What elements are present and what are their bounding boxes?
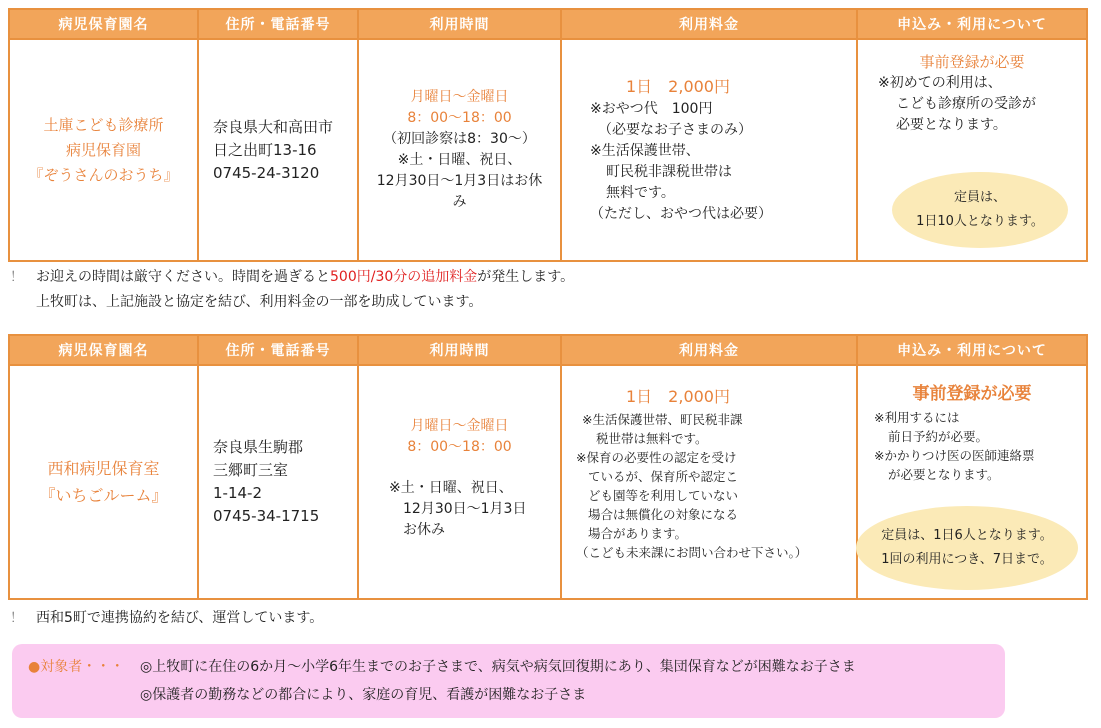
address-line: 奈良県大和高田市 xyxy=(213,117,334,136)
fee-main: 1日 2,000円 xyxy=(626,76,730,96)
facility-name-line: 西和病児保育室 xyxy=(47,459,160,478)
fee-main: 1日 2,000円 xyxy=(626,387,730,406)
note-text: お迎えの時間は厳守ください。時間を過ぎると xyxy=(36,269,330,285)
header-address: 住所・電話番号 xyxy=(198,9,358,39)
target-label: ●対象者・・・ xyxy=(28,659,125,675)
hours: 8：00～18：00 xyxy=(407,439,512,455)
table-row xyxy=(9,39,1087,261)
phone-number: 0745-24-3120 xyxy=(213,163,320,182)
note-partnership xyxy=(10,607,323,627)
capacity-line: 1回の利用につき、7日まで。 xyxy=(881,552,1053,567)
capacity-line: 定員は、1日6人となります。 xyxy=(881,528,1053,543)
facility-name-line: 病児保育園 xyxy=(65,140,141,159)
capacity-ellipse xyxy=(892,172,1068,248)
header-fee: 利用料金 xyxy=(561,9,857,39)
note-text: 西和5町で連携協約を結び、運営しています。 xyxy=(36,610,324,626)
apply-note: ※利用するには xyxy=(874,410,960,425)
apply-note: こども診療所の受診が xyxy=(896,96,1036,112)
exclamation-icon: ！ xyxy=(10,611,24,626)
apply-note: ※初めての利用は、 xyxy=(878,75,1002,91)
note-extra-fee xyxy=(10,266,574,286)
capacity-ellipse xyxy=(856,506,1078,590)
fee-note: 税世帯は無料です。 xyxy=(596,431,708,446)
table-header-row xyxy=(9,335,1087,365)
fee-note: 無料です。 xyxy=(606,184,675,201)
apply-note: が必要となります。 xyxy=(888,467,1000,482)
registration-required: 事前登録が必要 xyxy=(919,53,1025,71)
hours-note: （初回診察は8：30～） xyxy=(383,131,536,147)
fee-cell xyxy=(561,39,857,261)
fee-note: 町民税非課税世帯は xyxy=(606,163,732,180)
hours-note: み xyxy=(452,194,467,210)
facility-name xyxy=(9,39,198,261)
header-fee: 利用料金 xyxy=(561,335,857,365)
address-line: 三郷町三室 xyxy=(213,461,289,479)
header-apply: 申込み・利用について xyxy=(857,335,1087,365)
apply-note: 前日予約が必要。 xyxy=(888,429,989,444)
apply-cell xyxy=(857,365,1087,599)
fee-note: ※生活保護世帯、 xyxy=(590,142,700,159)
header-time: 利用時間 xyxy=(358,335,561,365)
facility-name-line: 土庫こども診療所 xyxy=(43,115,164,134)
fee-note: ※生活保護世帯、町民税非課 xyxy=(582,412,743,427)
target-condition-1: ◎上牧町に在住の6か月～小学6年生までのお子さまで、病気や病気回復期にあり、集団保育などが困難なお子さま xyxy=(140,659,856,675)
fee-note: ※おやつ代 100円 xyxy=(590,100,713,117)
hours: 8：00～18：00 xyxy=(407,110,512,126)
note-subsidy: 上牧町は、上記施設と協定を結び、利用料金の一部を助成しています。 xyxy=(36,294,483,310)
fee-note: ども園等を利用していない xyxy=(588,488,739,503)
extra-fee-highlight: 500円/30分の追加料金 xyxy=(330,269,478,285)
opening-hours xyxy=(358,365,561,599)
facility-name-line: 『ぞうさんのおうち』 xyxy=(28,165,179,184)
hours-note: 12月30日～1月3日 xyxy=(403,501,527,517)
facility-address xyxy=(198,365,358,599)
weekdays: 月曜日～金曜日 xyxy=(410,418,509,434)
hours-note: 12月30日～1月3日はお休 xyxy=(376,173,543,189)
fee-note: 場合は無償化の対象になる xyxy=(588,507,739,522)
capacity-line: 1日10人となります。 xyxy=(916,214,1044,229)
note-text: が発生します。 xyxy=(477,269,575,285)
opening-hours xyxy=(358,39,561,261)
registration-required: 事前登録が必要 xyxy=(912,384,1032,404)
header-name: 病児保育園名 xyxy=(9,9,198,39)
target-box xyxy=(12,644,1005,718)
phone-number: 0745-34-1715 xyxy=(213,507,320,525)
fee-note: ているが、保育所や認定こ xyxy=(588,469,739,484)
capacity-line: 定員は、 xyxy=(953,190,1006,205)
address-line: 1-14-2 xyxy=(213,484,262,502)
facility-address xyxy=(198,39,358,261)
fee-note: ※保育の必要性の認定を受け xyxy=(576,450,737,465)
fee-note: （ただし、おやつ代は必要） xyxy=(590,205,772,222)
table-header-row xyxy=(9,9,1087,39)
header-time: 利用時間 xyxy=(358,9,561,39)
fee-note: 場合があります。 xyxy=(588,526,688,541)
exclamation-icon: ！ xyxy=(10,270,24,285)
fee-note: （こども未来課にお問い合わせ下さい。） xyxy=(576,545,808,560)
header-address: 住所・電話番号 xyxy=(198,335,358,365)
weekdays: 月曜日～金曜日 xyxy=(410,89,509,105)
hours-note: ※土・日曜、祝日、 xyxy=(389,480,513,496)
fee-note: （必要なお子さまのみ） xyxy=(598,121,752,138)
apply-note: ※かかりつけ医の医師連絡票 xyxy=(874,448,1035,463)
facility-name-line: 『いちごルーム』 xyxy=(39,486,168,505)
header-name: 病児保育園名 xyxy=(9,335,198,365)
hours-note: ※土・日曜、祝日、 xyxy=(397,152,522,168)
address-line: 日之出町13-16 xyxy=(213,140,317,159)
apply-cell xyxy=(857,39,1087,261)
address-line: 奈良県生駒郡 xyxy=(213,438,304,456)
hours-note: お休み xyxy=(403,522,445,538)
fee-cell xyxy=(561,365,857,599)
facility-table-2 xyxy=(8,334,1088,600)
header-apply: 申込み・利用について xyxy=(857,9,1087,39)
apply-note: 必要となります。 xyxy=(896,117,1007,133)
table-row xyxy=(9,365,1087,599)
facility-name xyxy=(9,365,198,599)
target-condition-2: ◎保護者の勤務などの都合により、家庭の育児、看護が困難なお子さま xyxy=(140,687,587,703)
facility-table-1 xyxy=(8,8,1088,262)
